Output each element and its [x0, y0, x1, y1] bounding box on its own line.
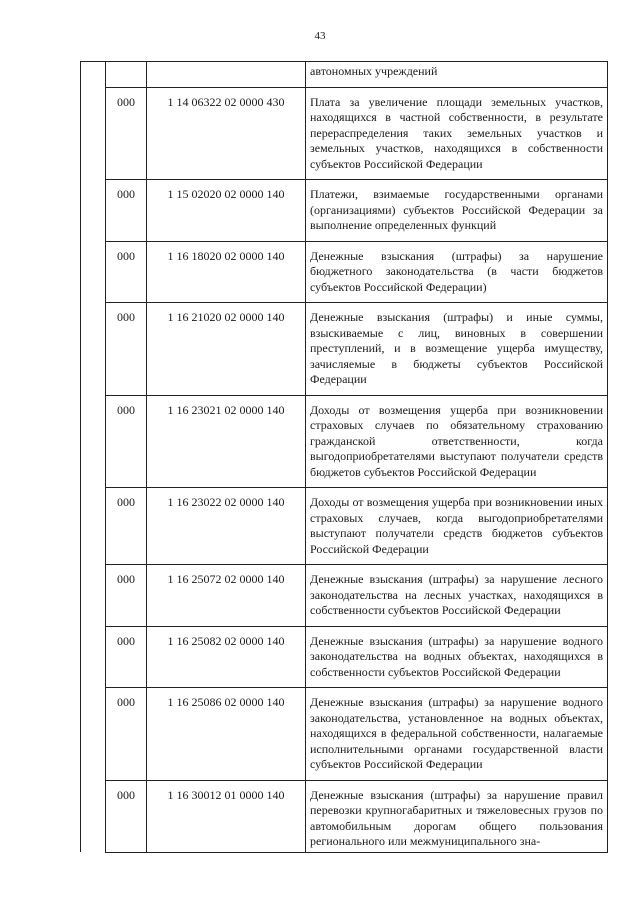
budget-code-cell: 1 16 23021 02 0000 140: [147, 395, 306, 488]
table-row: [81, 565, 608, 627]
table-row: [81, 180, 608, 242]
budget-code-cell: 1 15 02020 02 0000 140: [147, 180, 306, 242]
admin-code-cell: 000: [106, 87, 147, 180]
table-row: [81, 780, 608, 852]
admin-code-cell: 000: [106, 565, 147, 627]
table-row: [81, 241, 608, 303]
budget-code-cell: 1 16 18020 02 0000 140: [147, 241, 306, 303]
admin-code-cell: 000: [106, 488, 147, 565]
admin-code-cell: 000: [106, 395, 147, 488]
budget-code-cell: 1 16 21020 02 0000 140: [147, 303, 306, 396]
description-cell: Денежные взыскания (штрафы) за нарушение лесного законодательства на лесных участках, находящихся в собственности субъектов Российской Федерации: [306, 565, 608, 627]
description-cell: Доходы от возмещения ущерба при возникновении иных страховых случаев, когда выгодоприобретателями выступают получатели средств бюджетов субъектов Российской Федерации: [306, 488, 608, 565]
description-cell: Денежные взыскания (штрафы) за нарушение водного законодательства, установленное на водных объектах, находящихся в федеральной собственности, налагаемые исполнительными органами государственной власти субъектов Российской Федерации: [306, 688, 608, 781]
description-cell: автономных учреждений: [306, 62, 608, 88]
admin-code-cell: [106, 62, 147, 88]
revenue-codes-table-container: [80, 61, 607, 853]
budget-code-cell: [147, 62, 306, 88]
admin-code-cell: 000: [106, 688, 147, 781]
budget-code-cell: 1 14 06322 02 0000 430: [147, 87, 306, 180]
table-row: [81, 62, 608, 88]
description-cell: Денежные взыскания (штрафы) и иные суммы, взыскиваемые с лиц, виновных в совершении преступлений, и в возмещение ущерба имуществу, зачисляемые в бюджеты субъектов Российской Федерации: [306, 303, 608, 396]
description-cell: Доходы от возмещения ущерба при возникновении страховых случаев по обязательному страхованию гражданской ответственности, когда выгодоприобретателями выступают получатели средств бюджетов субъектов Российской Федерации: [306, 395, 608, 488]
revenue-codes-table: [80, 61, 608, 853]
admin-code-cell: 000: [106, 303, 147, 396]
admin-code-cell: 000: [106, 780, 147, 852]
blank-column-cell: [81, 62, 106, 853]
table-row: [81, 626, 608, 688]
budget-code-cell: 1 16 25086 02 0000 140: [147, 688, 306, 781]
table-row: [81, 303, 608, 396]
table-row: [81, 488, 608, 565]
admin-code-cell: 000: [106, 241, 147, 303]
admin-code-cell: 000: [106, 180, 147, 242]
description-cell: Денежные взыскания (штрафы) за нарушение бюджетного законодательства (в части бюджетов субъектов Российской Федерации): [306, 241, 608, 303]
budget-code-cell: 1 16 25082 02 0000 140: [147, 626, 306, 688]
description-cell: Платежи, взимаемые государственными органами (организациями) субъектов Российской Федерации за выполнение определенных функций: [306, 180, 608, 242]
budget-code-cell: 1 16 23022 02 0000 140: [147, 488, 306, 565]
description-cell: Денежные взыскания (штрафы) за нарушение водного законодательства на водных объектах, находящихся в собственности субъектов Российской Федерации: [306, 626, 608, 688]
budget-code-cell: 1 16 25072 02 0000 140: [147, 565, 306, 627]
budget-code-cell: 1 16 30012 01 0000 140: [147, 780, 306, 852]
table-row: [81, 395, 608, 488]
description-cell: Денежные взыскания (штрафы) за нарушение правил перевозки крупногабаритных и тяжеловесных грузов по автомобильным дорогам общего пользования регионального или межмуниципального зна-: [306, 780, 608, 852]
table-row: [81, 688, 608, 781]
admin-code-cell: 000: [106, 626, 147, 688]
description-cell: Плата за увеличение площади земельных участков, находящихся в частной собственности, в результате перераспределения таких земельных участков и земельных участков, находящихся в собственности субъектов Российской Федерации: [306, 87, 608, 180]
table-row: [81, 87, 608, 180]
page-number: 43: [314, 30, 326, 42]
